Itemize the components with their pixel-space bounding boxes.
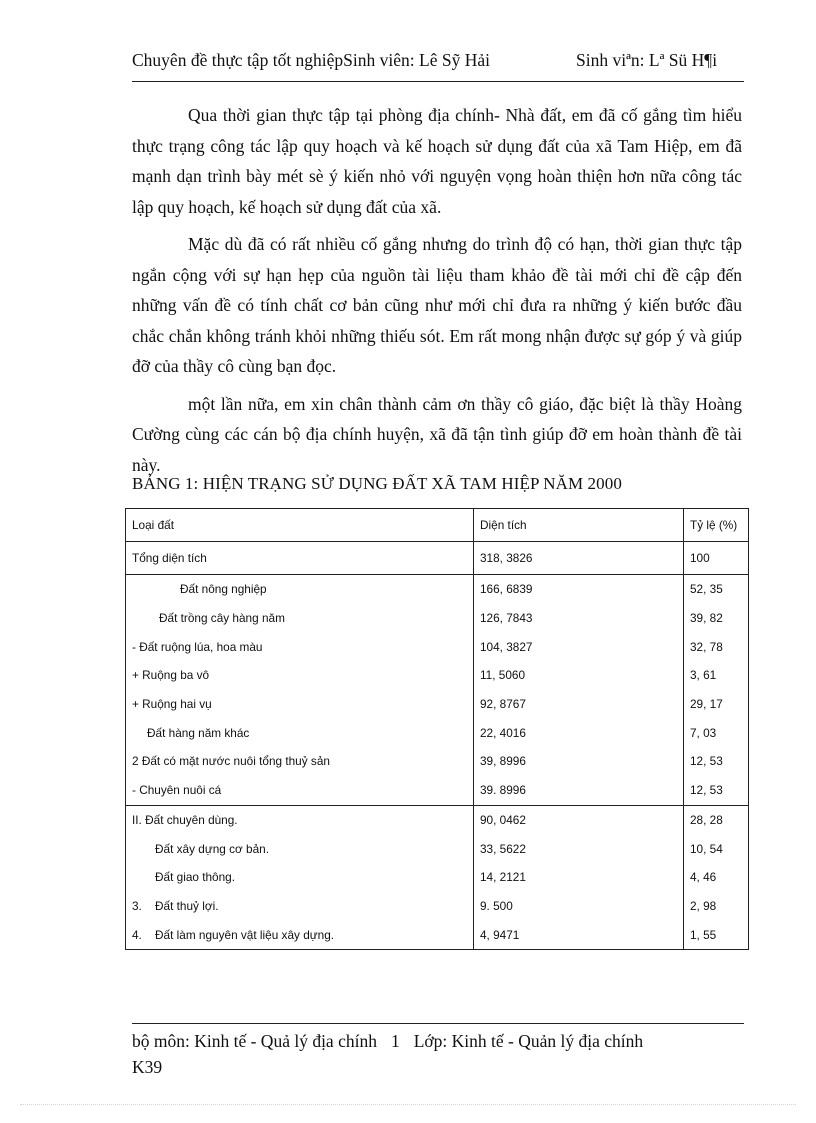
land-use-table: [125, 508, 749, 950]
table-cell: 22, 4016: [474, 718, 684, 747]
table-cell: 90, 0462: [474, 805, 684, 834]
table-cell: Đất nông nghiệp: [126, 575, 474, 604]
row-label: Đất thuỷ lợi.: [155, 898, 219, 913]
table-title: BẢNG 1: HIỆN TRẠNG SỬ DỤNG ĐẤT XÃ TAM HIỆP NĂM 2000: [132, 474, 622, 493]
table-cell: + Ruộng ba vô: [126, 661, 474, 690]
table-row: [126, 747, 749, 776]
table-cell: 39. 8996: [474, 776, 684, 805]
table-cell: 52, 35: [684, 575, 749, 604]
table-row: [126, 575, 749, 604]
table-cell: 4, 46: [684, 863, 749, 892]
page-bottom-edge: [20, 1104, 796, 1105]
table-cell: 9. 500: [474, 892, 684, 921]
table-cell: [126, 920, 474, 949]
table-cell: 3, 61: [684, 661, 749, 690]
table-row: [126, 690, 749, 719]
table-cell: Đất hàng năm khác: [126, 718, 474, 747]
body-text: [132, 100, 742, 487]
header-cell: Diện tích: [474, 509, 684, 542]
table-cell: 7, 03: [684, 718, 749, 747]
table-cell: Tổng diện tích: [126, 542, 474, 575]
header-cell: Loại đất: [126, 509, 474, 542]
table-total-row: [126, 542, 749, 575]
table-row: [126, 604, 749, 633]
table-cell: 1, 55: [684, 920, 749, 949]
table-cell: 33, 5622: [474, 834, 684, 863]
paragraph-3: một lần nữa, em xin chân thành cảm ơn thầy cô giáo, đặc biệt là thầy Hoàng Cường cùng các cán bộ địa chính huyện, xã đã tận tình giúp đỡ em hoàn thành đề tài này.: [132, 393, 742, 475]
footer-class-code: K39: [132, 1057, 163, 1077]
table-row: [126, 718, 749, 747]
row-number: 4.: [132, 927, 142, 942]
table-cell: 12, 53: [684, 747, 749, 776]
header-cell: Tỷ lệ (%): [684, 509, 749, 542]
table-row: [126, 661, 749, 690]
table-cell: 318, 3826: [474, 542, 684, 575]
table-cell: Đất xây dựng cơ bản.: [126, 834, 474, 863]
table-cell: 104, 3827: [474, 632, 684, 661]
table-cell: [126, 892, 474, 921]
table-header-row: [126, 509, 749, 542]
table-cell: 126, 7843: [474, 604, 684, 633]
table-cell: 39, 8996: [474, 747, 684, 776]
table-cell: 10, 54: [684, 834, 749, 863]
paragraph-1: Qua thời gian thực tập tại phòng địa chính- Nhà đất, em đã cố gắng tìm hiểu thực trạng công tác lập quy hoạch và kế hoạch sử dụng đất của xã Tam Hiệp, em đã mạnh dạn trình bày mét sè ý kiến nhỏ với nguyện vọng hoàn thiện hơn nữa công tác lập quy hoạch, kế hoạch sử dụng đất của xã.: [132, 105, 742, 217]
table-cell: + Ruộng hai vụ: [126, 690, 474, 719]
table-cell: 92, 8767: [474, 690, 684, 719]
header-right-text: Sinh viªn: Lª Sü H¶i: [576, 50, 718, 70]
table-row: [126, 632, 749, 661]
table-row: [126, 892, 749, 921]
table-cell: 32, 78: [684, 632, 749, 661]
table-cell: 2, 98: [684, 892, 749, 921]
table-cell: - Chuyên nuôi cá: [126, 776, 474, 805]
table-row: [126, 834, 749, 863]
header-divider: [132, 81, 744, 82]
table-cell: 14, 2121: [474, 863, 684, 892]
table-cell: 11, 5060: [474, 661, 684, 690]
table-cell: 39, 82: [684, 604, 749, 633]
table-row: [126, 863, 749, 892]
table-row: [126, 805, 749, 834]
table-cell: Đất giao thông.: [126, 863, 474, 892]
table-cell: 2 Đất có mặt nước nuôi tổng thuỷ sản: [126, 747, 474, 776]
table-cell: - Đất ruộng lúa, hoa màu: [126, 632, 474, 661]
row-label: Đất làm nguyên vật liệu xây dựng.: [155, 927, 335, 942]
table-cell: 4, 9471: [474, 920, 684, 949]
table-cell: II. Đất chuyên dùng.: [126, 805, 474, 834]
paragraph-2: Mặc dù đã có rất nhiều cố gắng nhưng do trình độ có hạn, thời gian thực tập ngắn cộng với sự hạn hẹp của nguồn tài liệu tham khảo đề tài mới chỉ đề cập đến những vấn đề có tính chất cơ bản cũng như mới chỉ đưa ra những ý kiến bước đầu chắc chắn không tránh khỏi những thiếu sót. Em rất mong nhận được sự góp ý và giúp đỡ của thầy cô cùng bạn đọc.: [132, 234, 742, 376]
row-number: 3.: [132, 898, 142, 913]
page-number: 1: [390, 1031, 400, 1051]
table-cell: 166, 6839: [474, 575, 684, 604]
table-cell: 100: [684, 542, 749, 575]
table-row: [126, 776, 749, 805]
table-row: [126, 920, 749, 949]
table-cell: Đất trồng cây hàng năm: [126, 604, 474, 633]
table-cell: 29, 17: [684, 690, 749, 719]
table-cell: 12, 53: [684, 776, 749, 805]
footer-class: Lớp: Kinh tế - Quản lý địa chính: [413, 1031, 644, 1051]
footer-department: bộ môn: Kinh tế - Quả lý địa chính: [132, 1031, 377, 1051]
page-header: [132, 50, 744, 76]
table-cell: 28, 28: [684, 805, 749, 834]
footer-divider: [132, 1023, 744, 1024]
page-footer: [132, 1028, 732, 1080]
header-left-text: Chuyên đề thực tập tốt nghiệpSinh viên: Lê Sỹ Hải: [132, 50, 490, 70]
